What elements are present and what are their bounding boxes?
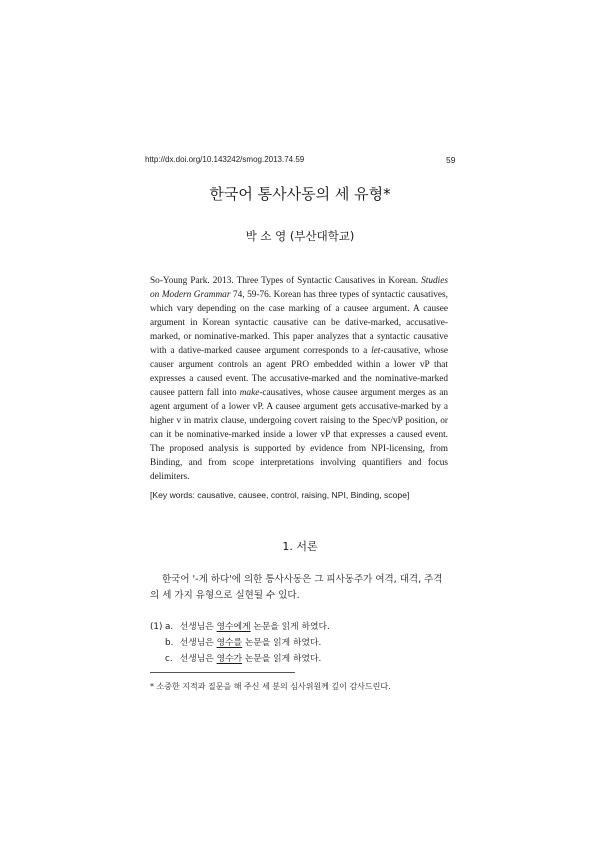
abstract-text: So-Young Park. 2013. Three Types of Syntactic Causatives in Korean. [150,276,422,286]
intro-paragraph: 한국어 '-게 하다'에 의한 통사사동은 그 피사동주가 여격, 대격, 주격의 세 가지 유형으로 실현될 수 있다. [150,574,443,601]
footnote: * 소중한 지적과 질문을 해 주신 세 분의 심사위원께 깊이 감사드린다. [150,682,391,691]
keywords: [Key words: causative, causee, control, raising, NPI, Binding, scope] [150,490,410,500]
causee-underlined: 영수를 [216,638,243,648]
example-item [150,635,330,651]
doi-link[interactable]: http://dx.doi.org/10.143242/smog.2013.74.59 [145,155,305,164]
example-number: (1) [150,622,163,632]
journal-name: Studies on Modern Grammar [150,276,448,300]
example-item [150,651,330,667]
example-list [150,619,330,667]
example-letter: b. [165,638,174,648]
causee-underlined: 영수가 [216,654,243,664]
let-term: let [371,346,381,356]
section-title: 서론 [296,540,318,553]
causee-underlined: 영수에게 [216,622,251,632]
abstract [150,274,448,484]
abstract-text: -causatives, whose causee argument merges as an agent argument of a lower vP. A causee argument gets accusative-marked by a higher v in matrix clause, undergoing covert raising to the Spec/vP position, or can it be nominative-marked inside a lower vP that expresses a caused event. The proposed analysis is supported by evidence from NPI-licensing, from Binding, and from scope interpretations involving quantifiers and focus delimiters. [150,388,448,482]
footnote-divider [150,672,295,673]
make-term: make [239,388,260,398]
example-item [150,619,330,635]
example-letter: a. [165,622,174,632]
example-text: 논문을 읽게 하였다. [242,638,322,648]
paper-title: 한국어 통사사동의 세 유형* [209,185,391,203]
abstract-text: -causative, whose causer argument controls an agent PRO embedded within a lower vP that expresses a caused event. The accusative-marked and the nominative-marked causee pattern fall into [150,346,448,398]
page-number: 59 [446,155,456,165]
abstract-text: 74, 59-76. Korean has three types of syntactic causatives, which vary depending on the case marking of a causee argument. A causee argument in Korean syntactic causative can be dative-marked, accusative-marked, or nominative-marked. This paper analyzes that a syntactic causative with a dative-marked causee argument corresponds to a [150,290,448,356]
example-text: 논문을 읽게 하였다. [242,654,322,664]
example-text: 선생님은 [179,654,217,664]
section-heading [0,538,600,554]
author-line: 박 소 영 (부산대학교) [245,229,355,243]
section-number: 1. [282,540,293,553]
example-text: 선생님은 [179,622,217,632]
example-letter: c. [165,654,173,664]
example-text: 논문을 읽게 하였다. [250,622,330,632]
example-text: 선생님은 [179,638,217,648]
